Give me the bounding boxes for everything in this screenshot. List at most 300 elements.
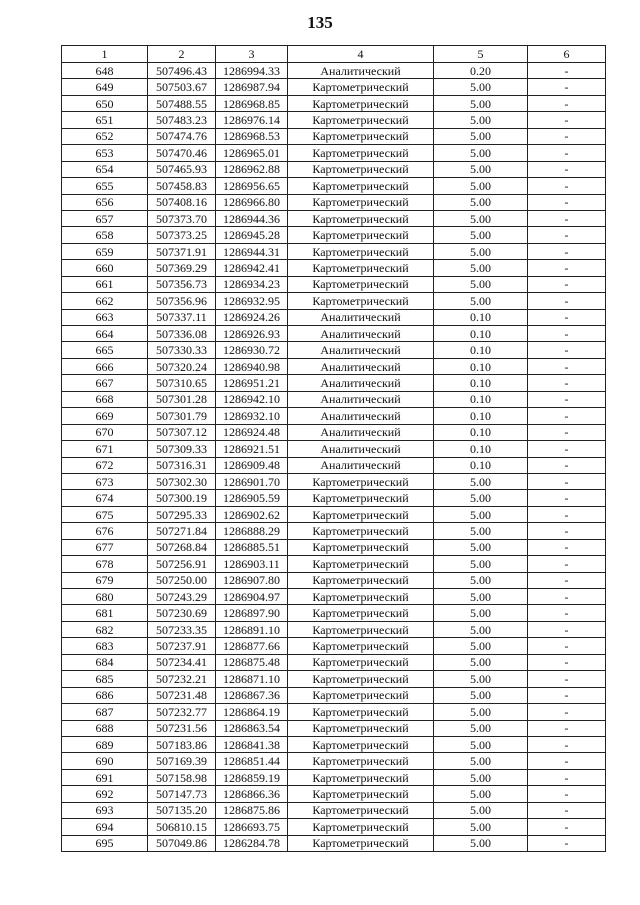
- point-number-cell: 692: [62, 786, 148, 802]
- note-cell: -: [528, 638, 606, 654]
- point-number-cell: 658: [62, 227, 148, 243]
- accuracy-cell: 5.00: [434, 572, 528, 588]
- accuracy-cell: 5.00: [434, 243, 528, 259]
- x-coordinate-cell: 507231.56: [148, 720, 216, 736]
- x-coordinate-cell: 507295.33: [148, 506, 216, 522]
- y-coordinate-cell: 1286875.48: [216, 654, 288, 670]
- note-cell: -: [528, 375, 606, 391]
- table-row: [62, 227, 606, 243]
- page-number: 135: [307, 13, 333, 32]
- table-row: [62, 243, 606, 259]
- point-number-cell: 684: [62, 654, 148, 670]
- method-cell: Аналитический: [288, 441, 434, 457]
- coordinates-table: [61, 45, 606, 852]
- column-header: 3: [216, 46, 288, 63]
- x-coordinate-cell: 507470.46: [148, 145, 216, 161]
- y-coordinate-cell: 1286866.36: [216, 786, 288, 802]
- note-cell: -: [528, 523, 606, 539]
- y-coordinate-cell: 1286924.48: [216, 424, 288, 440]
- y-coordinate-cell: 1286945.28: [216, 227, 288, 243]
- table-row: [62, 490, 606, 506]
- accuracy-cell: 0.10: [434, 309, 528, 325]
- method-cell: Картометрический: [288, 95, 434, 111]
- x-coordinate-cell: 507233.35: [148, 621, 216, 637]
- x-coordinate-cell: 506810.15: [148, 819, 216, 835]
- method-cell: Картометрический: [288, 128, 434, 144]
- y-coordinate-cell: 1286851.44: [216, 753, 288, 769]
- x-coordinate-cell: 507301.28: [148, 391, 216, 407]
- header-row: [62, 46, 606, 63]
- method-cell: Аналитический: [288, 408, 434, 424]
- point-number-cell: 671: [62, 441, 148, 457]
- point-number-cell: 667: [62, 375, 148, 391]
- x-coordinate-cell: 507488.55: [148, 95, 216, 111]
- point-number-cell: 672: [62, 457, 148, 473]
- point-number-cell: 653: [62, 145, 148, 161]
- y-coordinate-cell: 1286944.31: [216, 243, 288, 259]
- x-coordinate-cell: 507310.65: [148, 375, 216, 391]
- y-coordinate-cell: 1286871.10: [216, 671, 288, 687]
- table-row: [62, 145, 606, 161]
- method-cell: Картометрический: [288, 145, 434, 161]
- method-cell: Картометрический: [288, 490, 434, 506]
- y-coordinate-cell: 1286966.80: [216, 194, 288, 210]
- method-cell: Картометрический: [288, 79, 434, 95]
- y-coordinate-cell: 1286940.98: [216, 358, 288, 374]
- accuracy-cell: 5.00: [434, 621, 528, 637]
- note-cell: -: [528, 342, 606, 358]
- method-cell: Картометрический: [288, 161, 434, 177]
- accuracy-cell: 5.00: [434, 802, 528, 818]
- table-row: [62, 161, 606, 177]
- point-number-cell: 673: [62, 473, 148, 489]
- y-coordinate-cell: 1286904.97: [216, 589, 288, 605]
- note-cell: -: [528, 95, 606, 111]
- table-row: [62, 276, 606, 292]
- point-number-cell: 656: [62, 194, 148, 210]
- method-cell: Картометрический: [288, 523, 434, 539]
- note-cell: -: [528, 441, 606, 457]
- y-coordinate-cell: 1286284.78: [216, 835, 288, 851]
- note-cell: -: [528, 687, 606, 703]
- table-row: [62, 720, 606, 736]
- y-coordinate-cell: 1286987.94: [216, 79, 288, 95]
- y-coordinate-cell: 1286888.29: [216, 523, 288, 539]
- method-cell: Картометрический: [288, 835, 434, 851]
- x-coordinate-cell: 507503.67: [148, 79, 216, 95]
- y-coordinate-cell: 1286897.90: [216, 605, 288, 621]
- x-coordinate-cell: 507232.21: [148, 671, 216, 687]
- method-cell: Картометрический: [288, 194, 434, 210]
- x-coordinate-cell: 507373.25: [148, 227, 216, 243]
- note-cell: -: [528, 621, 606, 637]
- table-row: [62, 95, 606, 111]
- x-coordinate-cell: 507496.43: [148, 63, 216, 79]
- point-number-cell: 669: [62, 408, 148, 424]
- point-number-cell: 674: [62, 490, 148, 506]
- note-cell: -: [528, 654, 606, 670]
- note-cell: -: [528, 260, 606, 276]
- y-coordinate-cell: 1286921.51: [216, 441, 288, 457]
- y-coordinate-cell: 1286877.66: [216, 638, 288, 654]
- accuracy-cell: 5.00: [434, 736, 528, 752]
- method-cell: Картометрический: [288, 638, 434, 654]
- note-cell: -: [528, 309, 606, 325]
- table-row: [62, 128, 606, 144]
- method-cell: Картометрический: [288, 704, 434, 720]
- note-cell: -: [528, 194, 606, 210]
- point-number-cell: 681: [62, 605, 148, 621]
- note-cell: -: [528, 178, 606, 194]
- point-number-cell: 666: [62, 358, 148, 374]
- x-coordinate-cell: 507256.91: [148, 556, 216, 572]
- column-header: 6: [528, 46, 606, 63]
- accuracy-cell: 5.00: [434, 79, 528, 95]
- y-coordinate-cell: 1286942.10: [216, 391, 288, 407]
- x-coordinate-cell: 507307.12: [148, 424, 216, 440]
- note-cell: -: [528, 112, 606, 128]
- point-number-cell: 679: [62, 572, 148, 588]
- accuracy-cell: 5.00: [434, 194, 528, 210]
- x-coordinate-cell: 507237.91: [148, 638, 216, 654]
- note-cell: -: [528, 128, 606, 144]
- point-number-cell: 648: [62, 63, 148, 79]
- y-coordinate-cell: 1286902.62: [216, 506, 288, 522]
- accuracy-cell: 5.00: [434, 112, 528, 128]
- y-coordinate-cell: 1286968.85: [216, 95, 288, 111]
- table-row: [62, 621, 606, 637]
- accuracy-cell: 5.00: [434, 589, 528, 605]
- column-header: 1: [62, 46, 148, 63]
- accuracy-cell: 0.10: [434, 358, 528, 374]
- table-row: [62, 342, 606, 358]
- note-cell: -: [528, 769, 606, 785]
- table-row: [62, 654, 606, 670]
- x-coordinate-cell: 507135.20: [148, 802, 216, 818]
- method-cell: Картометрический: [288, 539, 434, 555]
- y-coordinate-cell: 1286956.65: [216, 178, 288, 194]
- x-coordinate-cell: 507356.96: [148, 293, 216, 309]
- note-cell: -: [528, 424, 606, 440]
- accuracy-cell: 5.00: [434, 260, 528, 276]
- table-header: [62, 46, 606, 63]
- method-cell: Картометрический: [288, 260, 434, 276]
- table-row: [62, 704, 606, 720]
- note-cell: -: [528, 326, 606, 342]
- x-coordinate-cell: 507300.19: [148, 490, 216, 506]
- y-coordinate-cell: 1286885.51: [216, 539, 288, 555]
- note-cell: -: [528, 704, 606, 720]
- x-coordinate-cell: 507271.84: [148, 523, 216, 539]
- x-coordinate-cell: 507250.00: [148, 572, 216, 588]
- table-row: [62, 819, 606, 835]
- x-coordinate-cell: 507302.30: [148, 473, 216, 489]
- x-coordinate-cell: 507158.98: [148, 769, 216, 785]
- table-row: [62, 424, 606, 440]
- x-coordinate-cell: 507371.91: [148, 243, 216, 259]
- column-header: 4: [288, 46, 434, 63]
- table-row: [62, 194, 606, 210]
- table-row: [62, 358, 606, 374]
- method-cell: Картометрический: [288, 276, 434, 292]
- note-cell: -: [528, 391, 606, 407]
- method-cell: Аналитический: [288, 326, 434, 342]
- accuracy-cell: 5.00: [434, 506, 528, 522]
- y-coordinate-cell: 1286859.19: [216, 769, 288, 785]
- point-number-cell: 677: [62, 539, 148, 555]
- accuracy-cell: 5.00: [434, 227, 528, 243]
- y-coordinate-cell: 1286932.95: [216, 293, 288, 309]
- method-cell: Аналитический: [288, 342, 434, 358]
- method-cell: Картометрический: [288, 819, 434, 835]
- accuracy-cell: 5.00: [434, 95, 528, 111]
- y-coordinate-cell: 1286951.21: [216, 375, 288, 391]
- point-number-cell: 655: [62, 178, 148, 194]
- note-cell: -: [528, 293, 606, 309]
- table-row: [62, 210, 606, 226]
- note-cell: -: [528, 457, 606, 473]
- accuracy-cell: 5.00: [434, 178, 528, 194]
- accuracy-cell: 5.00: [434, 145, 528, 161]
- y-coordinate-cell: 1286905.59: [216, 490, 288, 506]
- method-cell: Картометрический: [288, 227, 434, 243]
- x-coordinate-cell: 507230.69: [148, 605, 216, 621]
- accuracy-cell: 0.10: [434, 424, 528, 440]
- accuracy-cell: 5.00: [434, 720, 528, 736]
- note-cell: -: [528, 671, 606, 687]
- point-number-cell: 651: [62, 112, 148, 128]
- method-cell: Картометрический: [288, 112, 434, 128]
- table-row: [62, 79, 606, 95]
- y-coordinate-cell: 1286942.41: [216, 260, 288, 276]
- x-coordinate-cell: 507320.24: [148, 358, 216, 374]
- point-number-cell: 670: [62, 424, 148, 440]
- table-row: [62, 260, 606, 276]
- accuracy-cell: 5.00: [434, 523, 528, 539]
- accuracy-cell: 5.00: [434, 687, 528, 703]
- note-cell: -: [528, 753, 606, 769]
- table-row: [62, 506, 606, 522]
- accuracy-cell: 0.10: [434, 375, 528, 391]
- table-row: [62, 391, 606, 407]
- accuracy-cell: 0.10: [434, 457, 528, 473]
- accuracy-cell: 5.00: [434, 835, 528, 851]
- table-row: [62, 589, 606, 605]
- accuracy-cell: 5.00: [434, 276, 528, 292]
- point-number-cell: 691: [62, 769, 148, 785]
- x-coordinate-cell: 507049.86: [148, 835, 216, 851]
- accuracy-cell: 5.00: [434, 671, 528, 687]
- method-cell: Картометрический: [288, 178, 434, 194]
- method-cell: Аналитический: [288, 63, 434, 79]
- accuracy-cell: 0.20: [434, 63, 528, 79]
- point-number-cell: 650: [62, 95, 148, 111]
- accuracy-cell: 5.00: [434, 704, 528, 720]
- method-cell: Аналитический: [288, 457, 434, 473]
- y-coordinate-cell: 1286926.93: [216, 326, 288, 342]
- table-row: [62, 605, 606, 621]
- accuracy-cell: 0.10: [434, 408, 528, 424]
- table-body: [62, 63, 606, 852]
- point-number-cell: 676: [62, 523, 148, 539]
- point-number-cell: 675: [62, 506, 148, 522]
- point-number-cell: 660: [62, 260, 148, 276]
- y-coordinate-cell: 1286891.10: [216, 621, 288, 637]
- table-row: [62, 473, 606, 489]
- x-coordinate-cell: 507336.08: [148, 326, 216, 342]
- method-cell: Картометрический: [288, 802, 434, 818]
- note-cell: -: [528, 210, 606, 226]
- note-cell: -: [528, 786, 606, 802]
- note-cell: -: [528, 506, 606, 522]
- accuracy-cell: 5.00: [434, 210, 528, 226]
- x-coordinate-cell: 507337.11: [148, 309, 216, 325]
- column-header: 5: [434, 46, 528, 63]
- accuracy-cell: 5.00: [434, 753, 528, 769]
- method-cell: Картометрический: [288, 605, 434, 621]
- y-coordinate-cell: 1286934.23: [216, 276, 288, 292]
- y-coordinate-cell: 1286965.01: [216, 145, 288, 161]
- point-number-cell: 649: [62, 79, 148, 95]
- x-coordinate-cell: 507356.73: [148, 276, 216, 292]
- method-cell: Картометрический: [288, 786, 434, 802]
- method-cell: Картометрический: [288, 210, 434, 226]
- x-coordinate-cell: 507483.23: [148, 112, 216, 128]
- table-row: [62, 457, 606, 473]
- table-row: [62, 375, 606, 391]
- point-number-cell: 682: [62, 621, 148, 637]
- accuracy-cell: 0.10: [434, 441, 528, 457]
- note-cell: -: [528, 589, 606, 605]
- table-row: [62, 63, 606, 79]
- note-cell: -: [528, 605, 606, 621]
- method-cell: Аналитический: [288, 375, 434, 391]
- accuracy-cell: 5.00: [434, 654, 528, 670]
- method-cell: Картометрический: [288, 556, 434, 572]
- method-cell: Картометрический: [288, 720, 434, 736]
- y-coordinate-cell: 1286901.70: [216, 473, 288, 489]
- y-coordinate-cell: 1286994.33: [216, 63, 288, 79]
- point-number-cell: 678: [62, 556, 148, 572]
- table-row: [62, 309, 606, 325]
- note-cell: -: [528, 161, 606, 177]
- method-cell: Картометрический: [288, 736, 434, 752]
- accuracy-cell: 5.00: [434, 490, 528, 506]
- accuracy-cell: 5.00: [434, 638, 528, 654]
- point-number-cell: 693: [62, 802, 148, 818]
- table-row: [62, 112, 606, 128]
- point-number-cell: 690: [62, 753, 148, 769]
- method-cell: Картометрический: [288, 243, 434, 259]
- point-number-cell: 695: [62, 835, 148, 851]
- point-number-cell: 689: [62, 736, 148, 752]
- method-cell: Картометрический: [288, 687, 434, 703]
- x-coordinate-cell: 507373.70: [148, 210, 216, 226]
- y-coordinate-cell: 1286907.80: [216, 572, 288, 588]
- accuracy-cell: 5.00: [434, 161, 528, 177]
- point-number-cell: 668: [62, 391, 148, 407]
- method-cell: Аналитический: [288, 309, 434, 325]
- point-number-cell: 662: [62, 293, 148, 309]
- method-cell: Картометрический: [288, 769, 434, 785]
- note-cell: -: [528, 227, 606, 243]
- table-row: [62, 736, 606, 752]
- point-number-cell: 664: [62, 326, 148, 342]
- table-row: [62, 671, 606, 687]
- x-coordinate-cell: 507309.33: [148, 441, 216, 457]
- method-cell: Картометрический: [288, 506, 434, 522]
- note-cell: -: [528, 720, 606, 736]
- note-cell: -: [528, 145, 606, 161]
- y-coordinate-cell: 1286932.10: [216, 408, 288, 424]
- x-coordinate-cell: 507330.33: [148, 342, 216, 358]
- x-coordinate-cell: 507231.48: [148, 687, 216, 703]
- accuracy-cell: 5.00: [434, 786, 528, 802]
- y-coordinate-cell: 1286867.36: [216, 687, 288, 703]
- accuracy-cell: 5.00: [434, 605, 528, 621]
- table-row: [62, 556, 606, 572]
- point-number-cell: 654: [62, 161, 148, 177]
- note-cell: -: [528, 358, 606, 374]
- method-cell: Картометрический: [288, 572, 434, 588]
- table-row: [62, 293, 606, 309]
- x-coordinate-cell: 507147.73: [148, 786, 216, 802]
- y-coordinate-cell: 1286930.72: [216, 342, 288, 358]
- x-coordinate-cell: 507474.76: [148, 128, 216, 144]
- x-coordinate-cell: 507234.41: [148, 654, 216, 670]
- point-number-cell: 680: [62, 589, 148, 605]
- table-row: [62, 769, 606, 785]
- note-cell: -: [528, 819, 606, 835]
- y-coordinate-cell: 1286924.26: [216, 309, 288, 325]
- method-cell: Аналитический: [288, 391, 434, 407]
- table-row: [62, 178, 606, 194]
- point-number-cell: 685: [62, 671, 148, 687]
- y-coordinate-cell: 1286863.54: [216, 720, 288, 736]
- y-coordinate-cell: 1286962.88: [216, 161, 288, 177]
- accuracy-cell: 5.00: [434, 539, 528, 555]
- y-coordinate-cell: 1286909.48: [216, 457, 288, 473]
- table-row: [62, 441, 606, 457]
- method-cell: Картометрический: [288, 654, 434, 670]
- point-number-cell: 661: [62, 276, 148, 292]
- table-row: [62, 638, 606, 654]
- accuracy-cell: 5.00: [434, 819, 528, 835]
- x-coordinate-cell: 507169.39: [148, 753, 216, 769]
- point-number-cell: 652: [62, 128, 148, 144]
- method-cell: Аналитический: [288, 358, 434, 374]
- point-number-cell: 686: [62, 687, 148, 703]
- y-coordinate-cell: 1286693.75: [216, 819, 288, 835]
- accuracy-cell: 0.10: [434, 391, 528, 407]
- note-cell: -: [528, 736, 606, 752]
- y-coordinate-cell: 1286944.36: [216, 210, 288, 226]
- method-cell: Картометрический: [288, 293, 434, 309]
- table-row: [62, 523, 606, 539]
- table-row: [62, 408, 606, 424]
- method-cell: Картометрический: [288, 473, 434, 489]
- accuracy-cell: 5.00: [434, 128, 528, 144]
- x-coordinate-cell: 507232.77: [148, 704, 216, 720]
- x-coordinate-cell: 507183.86: [148, 736, 216, 752]
- method-cell: Картометрический: [288, 671, 434, 687]
- method-cell: Картометрический: [288, 753, 434, 769]
- point-number-cell: 683: [62, 638, 148, 654]
- y-coordinate-cell: 1286864.19: [216, 704, 288, 720]
- accuracy-cell: 5.00: [434, 556, 528, 572]
- x-coordinate-cell: 507243.29: [148, 589, 216, 605]
- table-row: [62, 835, 606, 851]
